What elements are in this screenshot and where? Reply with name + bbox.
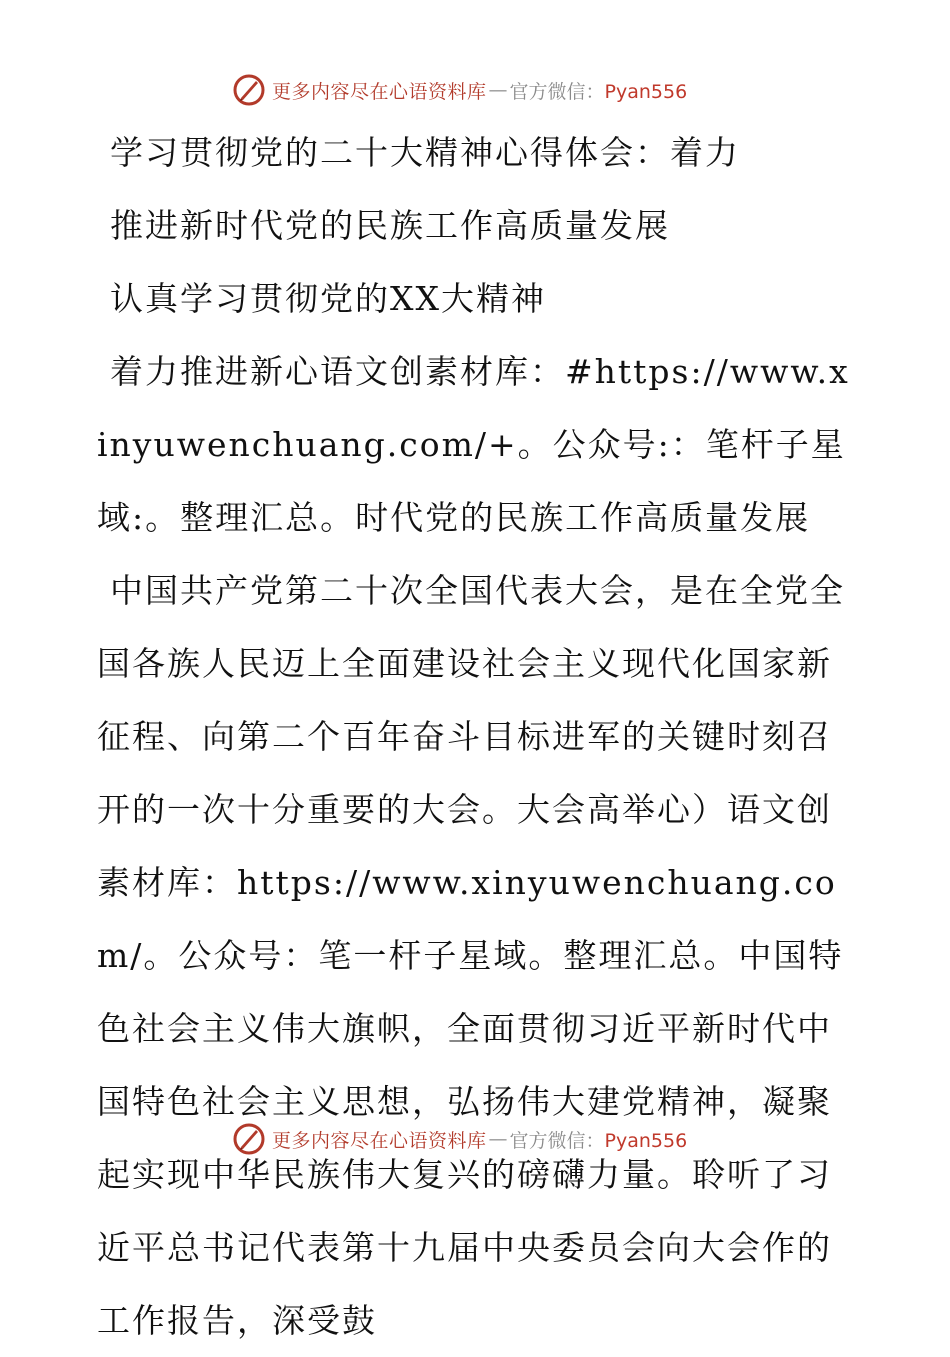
body-paragraph: 中国共产党第二十次全国代表大会，是在全党全国各族人民迈上全面建设社会主义现代化国家新征程、向第二个百年奋斗目标进军的关键时刻召开的一次十分重要的大会。大会高举心）语文创素材库：https://www.xinyuwenchuang.com/。公众号：笔一杆子星域。整理汇总。中国特色社会主义伟大旗帜，全面贯彻习近平新时代中国特色社会主义思想，弘扬伟大建党精神，凝聚起实现中华民族伟大复兴的磅礴力量。聆听了习近平总书记代表第十九届中央委员会向大会作的工作报告，深受鼓 (97, 571, 845, 1340)
title-line-1: 学习贯彻党的二十大精神心得体会：着力 (110, 133, 740, 172)
banner-contact (510, 77, 688, 104)
footer-banner-contact-label: 官方微信： (509, 1129, 605, 1152)
banner-title: 更多内容尽在心语资料库 (272, 80, 487, 103)
footer-banner (232, 1119, 687, 1159)
document-body (97, 116, 857, 1357)
header-banner (232, 70, 687, 110)
banner-contact-id: Pyan556 (604, 80, 688, 103)
subtitle-line: 认真学习贯彻党的XX大精神 (110, 279, 546, 318)
footer-banner-separator: — (488, 1128, 508, 1150)
footer-banner-contact-id: Pyan556 (604, 1129, 688, 1152)
quill-circle-logo-icon (232, 1122, 266, 1156)
banner-separator: — (488, 79, 508, 101)
quill-circle-logo-icon (232, 73, 266, 107)
title-line-2: 推进新时代党的民族工作高质量发展 (110, 206, 670, 245)
footer-banner-title: 更多内容尽在心语资料库 (272, 1129, 487, 1152)
banner-contact-label: 官方微信： (509, 80, 605, 103)
intro-paragraph: 着力推进新心语文创素材库：#https://www.xinyuwenchuang.com/+。公众号:：笔杆子星域:。整理汇总。时代党的民族工作高质量发展 (97, 352, 850, 537)
footer-banner-contact (510, 1126, 688, 1153)
